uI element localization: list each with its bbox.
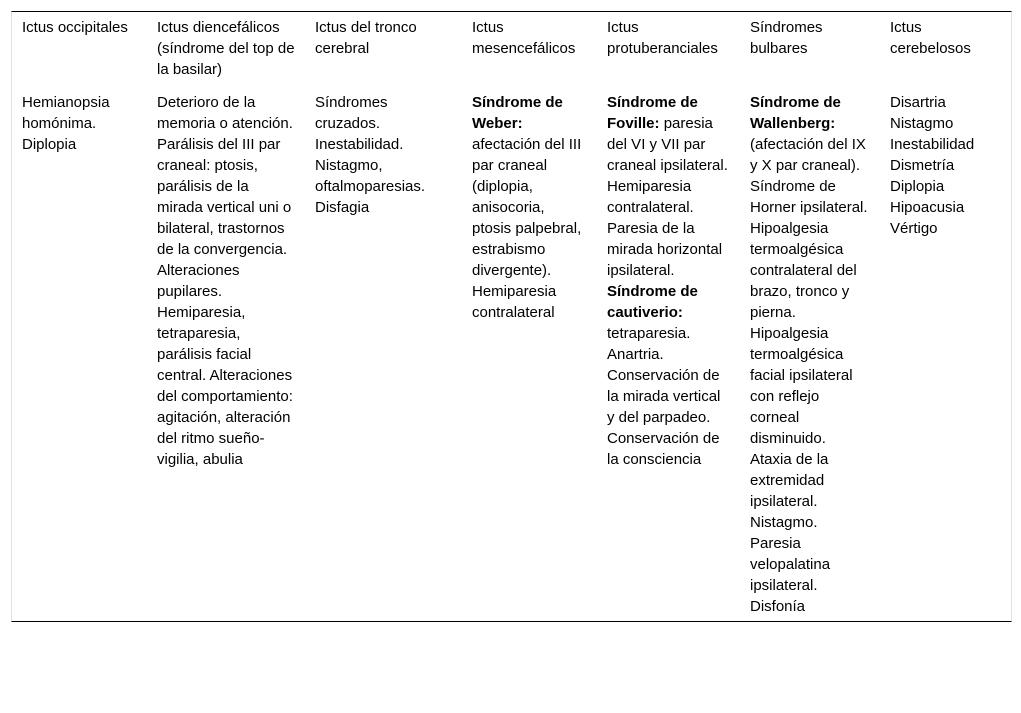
list-item: Inestabilidad — [890, 136, 975, 153]
foville-syndrome-title: Síndrome de Foville: — [607, 94, 698, 132]
header-ictus-cerebelosos: Ictus cerebelosos — [890, 19, 971, 57]
wallenberg-syndrome-text: (afectación del IX y X par craneal). Síndrome de Horner ipsilateral. Hipoalgesia termoalgésica contralateral del brazo, tronco y pierna. Hipoalgesia termoalgésica facial ipsilateral con reflejo corneal disminuido. Ataxia de la extremidad ipsilateral. Nistagmo. Paresia velopalatina ipsilateral. Disfonía — [750, 136, 868, 615]
header-ictus-mesencefalicos: Ictus mesencefálicos — [472, 19, 576, 57]
list-item: Vértigo — [890, 220, 938, 237]
cell-bulbares — [740, 92, 880, 621]
header-sindromes-bulbares: Síndromes bulbares — [750, 19, 823, 57]
cell-occipitales: Hemianopsia homónima. Diplopia — [22, 94, 110, 153]
cell-diencefalicos: Deterioro de la memoria o atención. Parálisis del III par craneal: ptosis, parálisis de la mirada vertical uni o bilateral, trastornos de la convergencia. Alteraciones pupilares. Hemiparesia, tetraparesia, parálisis facial central. Alteraciones del comportamiento: agitación, alteración del ritmo sueño-vigilia, abulia — [157, 94, 293, 468]
header-ictus-occipitales: Ictus occipitales — [22, 19, 128, 36]
cautiverio-syndrome-text: tetraparesia. Anartria. Conservación de la mirada vertical y del parpadeo. Conservación de la consciencia — [607, 325, 721, 468]
foville-syndrome-text: paresia del VI y VII par craneal ipsilateral. Hemiparesia contralateral. Paresia de la mirada horizontal ipsilateral. — [607, 115, 728, 279]
list-item: Dismetría — [890, 157, 955, 174]
header-ictus-tronco-cerebral: Ictus del tronco cerebral — [315, 19, 417, 57]
cell-cerebelosos — [880, 92, 1011, 621]
weber-syndrome-title: Síndrome de Weber: — [472, 94, 563, 132]
list-item: Disartria — [890, 94, 946, 111]
stroke-syndromes-table-container — [11, 11, 1012, 622]
table-header-row — [12, 12, 1011, 92]
stroke-syndromes-table — [12, 12, 1011, 621]
header-ictus-protuberanciales: Ictus protuberanciales — [607, 19, 718, 57]
table-row — [12, 92, 1011, 621]
list-item: Hipoacusia — [890, 199, 965, 216]
cell-protuberanciales — [597, 92, 740, 621]
cell-mesencefalicos — [462, 92, 597, 621]
cell-tronco-cerebral: Síndromes cruzados. Inestabilidad. Nistagmo, oftalmoparesias. Disfagia — [315, 94, 426, 216]
weber-syndrome-text: afectación del III par craneal (diplopia, anisocoria, ptosis palpebral, estrabismo divergente). Hemiparesia contralateral — [472, 136, 582, 321]
list-item: Diplopia — [890, 178, 945, 195]
header-ictus-diencefalicos: Ictus diencefálicos (síndrome del top de la basilar) — [157, 19, 295, 78]
cautiverio-syndrome-title: Síndrome de cautiverio: — [607, 283, 698, 321]
list-item: Nistagmo — [890, 115, 954, 132]
wallenberg-syndrome-title: Síndrome de Wallenberg: — [750, 94, 841, 132]
